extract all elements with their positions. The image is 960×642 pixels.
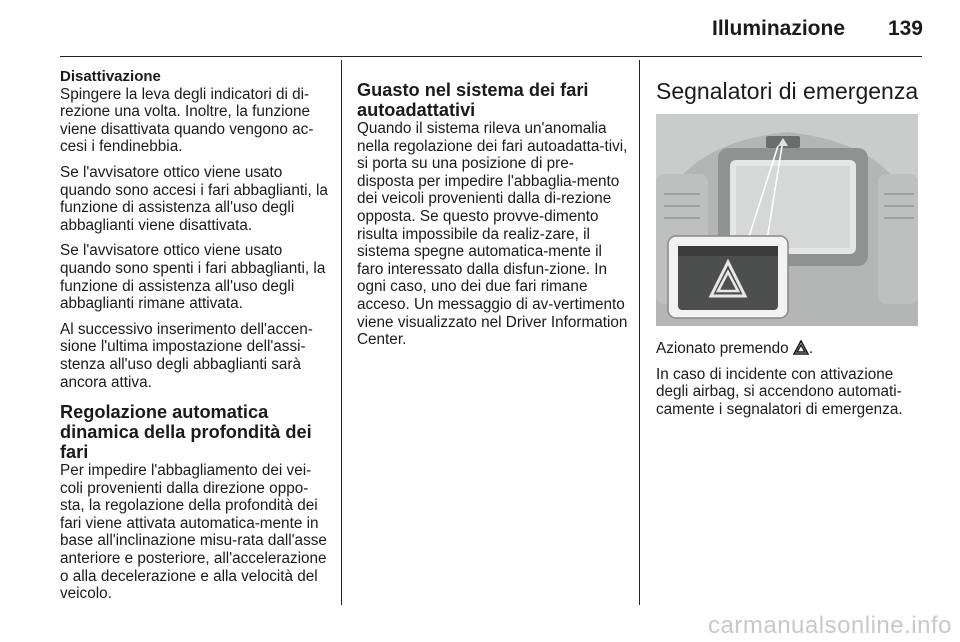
disattivazione-heading: Disattivazione (60, 68, 161, 85)
azionato-text: Azionato premendo (656, 340, 789, 357)
dashboard-illustration (656, 114, 918, 326)
paragraph: Al successivo inserimento dell'accen-sione l'ultima impostazione dell'assi-stenza all'uso degli abbaglianti sarà ancora attiva. (60, 320, 313, 391)
paragraph: Spingere la leva degli indicatori di di-rezione una volta. Inoltre, la funzione viene disattivata quando vengono ac-cesi i fendinebbia. (60, 85, 314, 156)
column-1 (60, 68, 332, 611)
hazard-warning-icon (793, 340, 809, 358)
paragraph: Se l'avvisatore ottico viene usato quando sono spenti i fari abbaglianti, la funzione di assistenza all'uso degli abbaglianti rimane attivata. (60, 242, 326, 313)
paragraph: Per impedire l'abbagliamento dei vei-coli provenienti dalla direzione oppo-sta, la regolazione della profondità dei fari viene attivata automatica-mente in base all'inclinazione misu-rata dall'asse anteriore e posteriore, all'accelerazione o alla decelerazione e alla velocità del veicolo. (60, 462, 327, 603)
column-3 (656, 68, 924, 426)
page-header-title: Illuminazione (711, 17, 845, 40)
header-rule (60, 56, 922, 57)
watermark: carmanualsonline.info (708, 612, 952, 639)
regolazione-heading: Regolazione automatica dinamica della profondità dei fari (60, 402, 312, 463)
hazard-switch-figure (656, 114, 918, 326)
column-divider-2 (639, 60, 640, 605)
paragraph (656, 340, 924, 358)
paragraph: In caso di incidente con attivazione degli airbag, si accendono automati-camente i segnalatori di emergenza. (656, 365, 903, 418)
paragraph: Quando il sistema rileva un'anomalia nella regolazione dei fari autoadatta-tivi, si porta su una posizione di pre-disposta per impedire l'abbaglia-mento dei veicoli provenienti dalla di-rezione opposta. Se questo provve-dimento risulta impossibile da realiz-zare, il sistema spegne automatica-mente il faro interessato dalla disfun-zione. In ogni caso, uno dei due fari rimane acceso. Un messaggio di av-vertimento viene visualizzato nel Driver Information Center. (357, 120, 628, 349)
segnalatori-heading: Segnalatori di emergenza (656, 78, 919, 104)
azionato-period: . (808, 340, 814, 357)
column-2 (357, 80, 629, 357)
page-number: 139 (887, 17, 923, 40)
paragraph: Se l'avvisatore ottico viene usato quando sono accesi i fari abbaglianti, la funzione di assistenza all'uso degli abbaglianti viene disattivata. (60, 163, 328, 234)
guasto-heading: Guasto nel sistema dei fari autoadattativi (357, 80, 589, 120)
column-divider-1 (341, 60, 342, 605)
